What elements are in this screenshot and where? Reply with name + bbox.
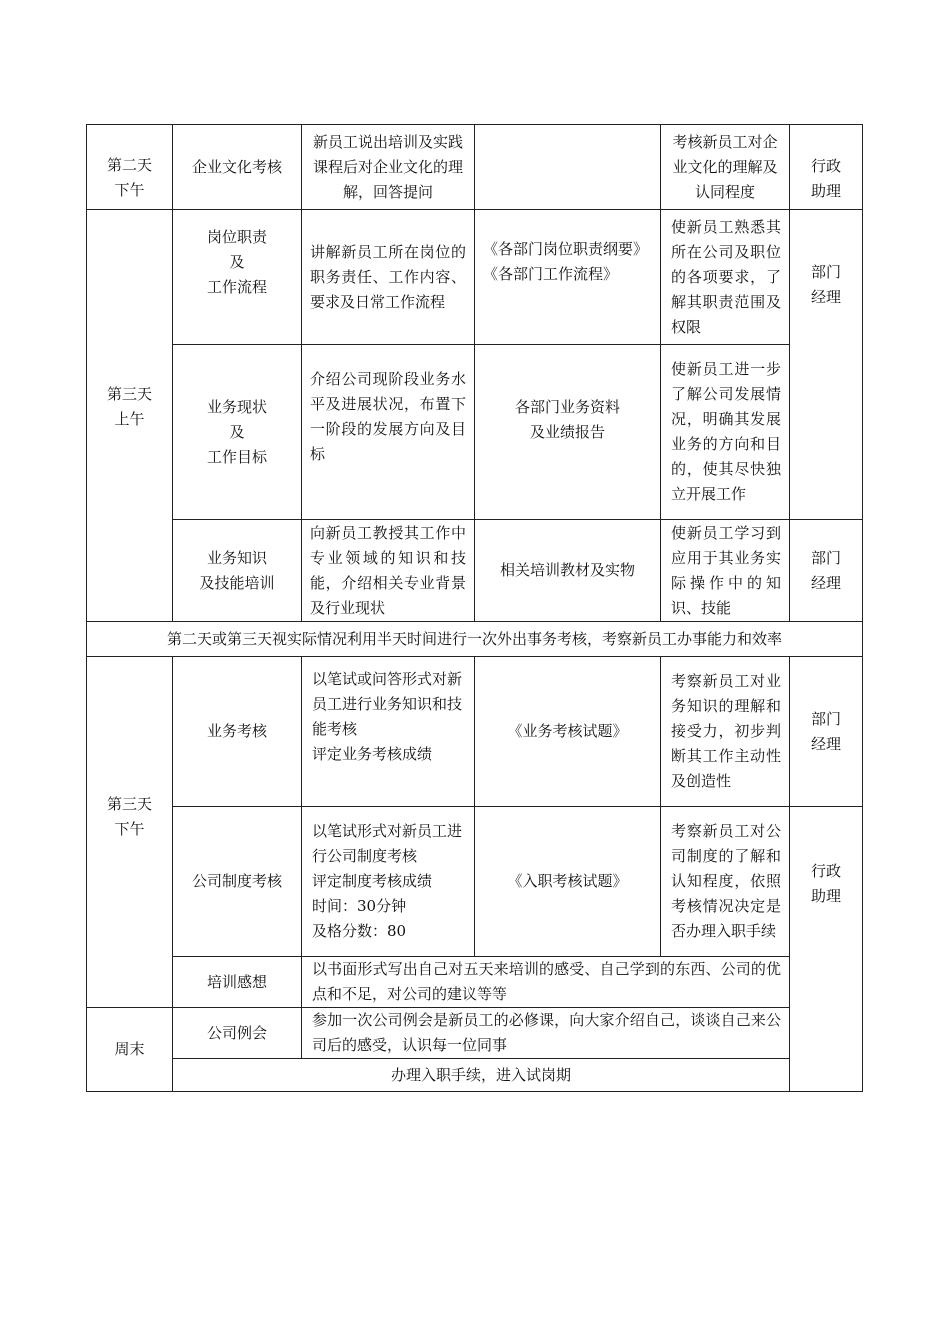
purpose-cell: 考核新员工对企业文化的理解及认同程度 — [661, 125, 790, 210]
material-cell: 《各部门岗位职责纲要》 《各部门工作流程》 — [475, 210, 661, 345]
owner-cell: 行政 助理 — [790, 125, 863, 210]
table-row — [87, 1008, 863, 1059]
material-cell: 《业务考核试题》 — [475, 657, 661, 807]
owner-cell: 部门 经理 — [790, 657, 863, 807]
content-cell: 新员工说出培训及实践课程后对企业文化的理解，回答提问 — [302, 125, 475, 210]
owner-cell: 行政 助理 — [790, 807, 863, 1092]
training-schedule-table — [86, 124, 863, 1092]
item-cell: 岗位职责 及 工作流程 — [173, 210, 302, 345]
content-cell: 参加一次公司例会是新员工的必修课，向大家介绍自己，谈谈自己来公司后的感受，认识每一位同事 — [302, 1008, 790, 1059]
table-row — [87, 345, 863, 520]
content-cell: 以书面形式写出自己对五天来培训的感受、自己学到的东西、公司的优点和不足，对公司的建议等等 — [302, 957, 790, 1008]
item-cell: 业务考核 — [173, 657, 302, 807]
item-cell: 业务现状 及 工作目标 — [173, 345, 302, 520]
item-cell: 企业文化考核 — [173, 125, 302, 210]
table-row — [87, 807, 863, 957]
material-cell: 各部门业务资料 及业绩报告 — [475, 345, 661, 520]
time-cell: 第三天 上午 — [87, 210, 173, 622]
table-row — [87, 210, 863, 345]
item-cell: 业务知识 及技能培训 — [173, 520, 302, 622]
item-cell: 公司制度考核 — [173, 807, 302, 957]
time-cell: 周末 — [87, 1008, 173, 1092]
owner-cell: 部门 经理 — [790, 520, 863, 622]
material-cell — [475, 125, 661, 210]
item-cell: 公司例会 — [173, 1008, 302, 1059]
purpose-cell: 考察新员工对公司制度的了解和认知程度，依照考核情况决定是否办理入职手续 — [661, 807, 790, 957]
note-cell: 第二天或第三天视实际情况利用半天时间进行一次外出事务考核，考察新员工办事能力和效率 — [87, 622, 863, 657]
final-step-cell: 办理入职手续，进入试岗期 — [173, 1059, 790, 1092]
table-row — [87, 125, 863, 210]
content-cell: 向新员工教授其工作中专业领域的知识和技能，介绍相关专业背景及行业现状 — [302, 520, 475, 622]
purpose-cell: 使新员工学习到应用于其业务实际操作中的知识、技能 — [661, 520, 790, 622]
purpose-cell: 使新员工熟悉其所在公司及职位的各项要求，了解其职责范围及权限 — [661, 210, 790, 345]
content-cell: 讲解新员工所在岗位的职务责任、工作内容、要求及日常工作流程 — [302, 210, 475, 345]
item-cell: 培训感想 — [173, 957, 302, 1008]
table-row — [87, 657, 863, 807]
content-cell: 以笔试形式对新员工进行公司制度考核 评定制度考核成绩 时间：30分钟 及格分数：80 — [302, 807, 475, 957]
time-cell: 第三天 下午 — [87, 657, 173, 1008]
table-row — [87, 520, 863, 622]
material-cell: 相关培训教材及实物 — [475, 520, 661, 622]
owner-cell: 部门 经理 — [790, 210, 863, 520]
table-row — [87, 957, 863, 1008]
purpose-cell: 使新员工进一步了解公司发展情况，明确其发展业务的方向和目的，使其尽快独立开展工作 — [661, 345, 790, 520]
content-cell: 介绍公司现阶段业务水平及进展状况，布置下一阶段的发展方向及目标 — [302, 345, 475, 520]
table-row — [87, 1059, 863, 1092]
purpose-cell: 考察新员工对业务知识的理解和接受力，初步判断其工作主动性及创造性 — [661, 657, 790, 807]
table-row — [87, 622, 863, 657]
material-cell: 《入职考核试题》 — [475, 807, 661, 957]
content-cell: 以笔试或问答形式对新员工进行业务知识和技能考核 评定业务考核成绩 — [302, 657, 475, 807]
time-cell: 第二天 下午 — [87, 125, 173, 210]
